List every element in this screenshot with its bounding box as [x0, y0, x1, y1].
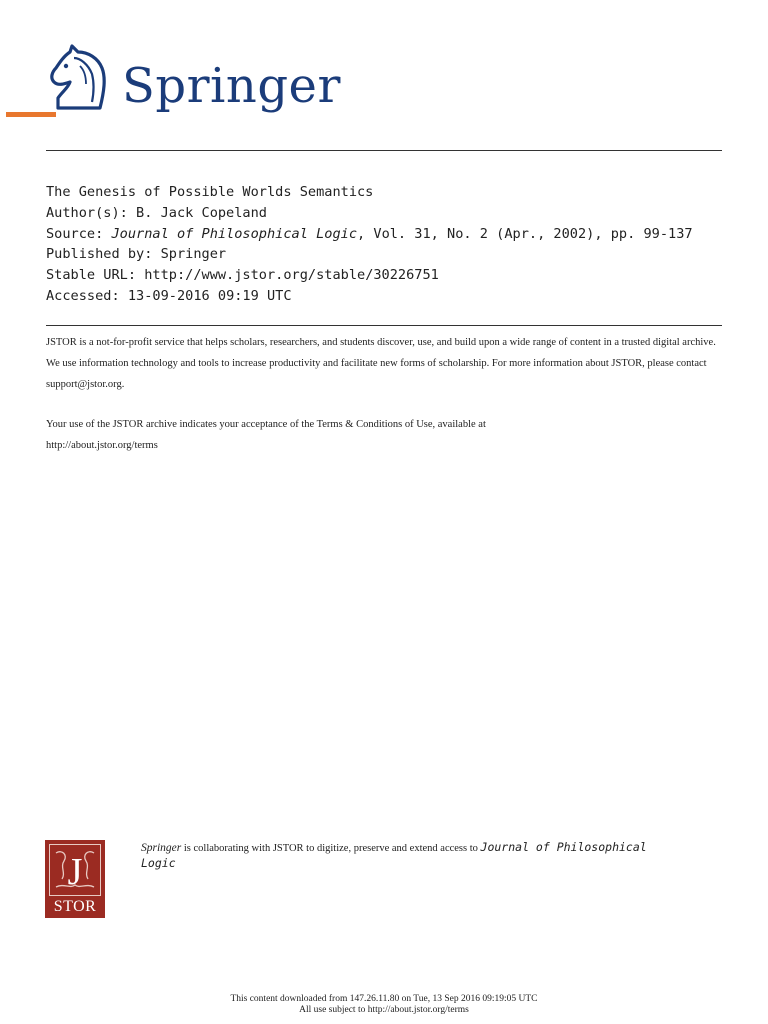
download-footer [0, 994, 768, 1016]
jstor-logo-letter: J [67, 851, 83, 893]
jstor-logo [45, 840, 105, 918]
author-name: B. Jack Copeland [136, 204, 267, 221]
source-line: Source: Journal of Philosophical Logic, Vol. 31, No. 2 (Apr., 2002), pp. 99-137 [46, 225, 693, 242]
accessed-line: Accessed: 13-09-2016 09:19 UTC [46, 287, 292, 304]
jstor-logo-text: STOR [53, 898, 97, 915]
source-journal: Journal of Philosophical Logic [111, 225, 358, 242]
jstor-notice: JSTOR is a not-for-profit service that helps scholars, researchers, and students discover, use, and build upon a wide range of content in a trusted digital archive. We use information technology and tools to increase productivity and facilitate new forms of scholarship. For more information about JSTOR, please contact support@jstor.org. [46, 337, 716, 390]
footer-terms-line: All use subject to http://about.jstor.org/terms [299, 1005, 469, 1015]
article-title: The Genesis of Possible Worlds Semantics [46, 184, 374, 200]
collab-text: is collaborating with JSTOR to digitize, preserve and extend access to [181, 843, 481, 854]
top-divider [46, 150, 722, 151]
jstor-ornament-icon [50, 845, 100, 895]
author-line: Author(s): B. Jack Copeland [46, 204, 267, 221]
published-line: Published by: Springer [46, 246, 227, 263]
jstor-logo-emblem [49, 844, 101, 896]
collab-publisher: Springer [141, 842, 182, 854]
stable-url-line: Stable URL: http://www.jstor.org/stable/30226751 [46, 267, 439, 284]
accessed-date: 13-09-2016 09:19 UTC [127, 287, 292, 304]
terms-notice [46, 414, 726, 456]
collab-journal: Journal of Philosophical Logic [141, 840, 647, 870]
springer-logo-bar [6, 112, 56, 117]
published-by: Springer [160, 246, 227, 263]
source-details: , Vol. 31, No. 2 (Apr., 2002), pp. 99-137 [357, 225, 693, 242]
terms-link[interactable]: http://about.jstor.org/terms [46, 440, 158, 451]
middle-divider [46, 325, 722, 326]
terms-text: Your use of the JSTOR archive indicates your acceptance of the Terms & Conditions of Use, available at [46, 419, 486, 430]
collaboration-statement [141, 840, 681, 872]
stable-url-link[interactable]: http://www.jstor.org/stable/30226751 [144, 267, 439, 284]
article-metadata [46, 182, 693, 307]
springer-wordmark: Springer [122, 58, 341, 114]
chess-knight-icon [48, 44, 110, 112]
footer-download-line: This content downloaded from 147.26.11.80 on Tue, 13 Sep 2016 09:19:05 UTC [230, 994, 538, 1004]
